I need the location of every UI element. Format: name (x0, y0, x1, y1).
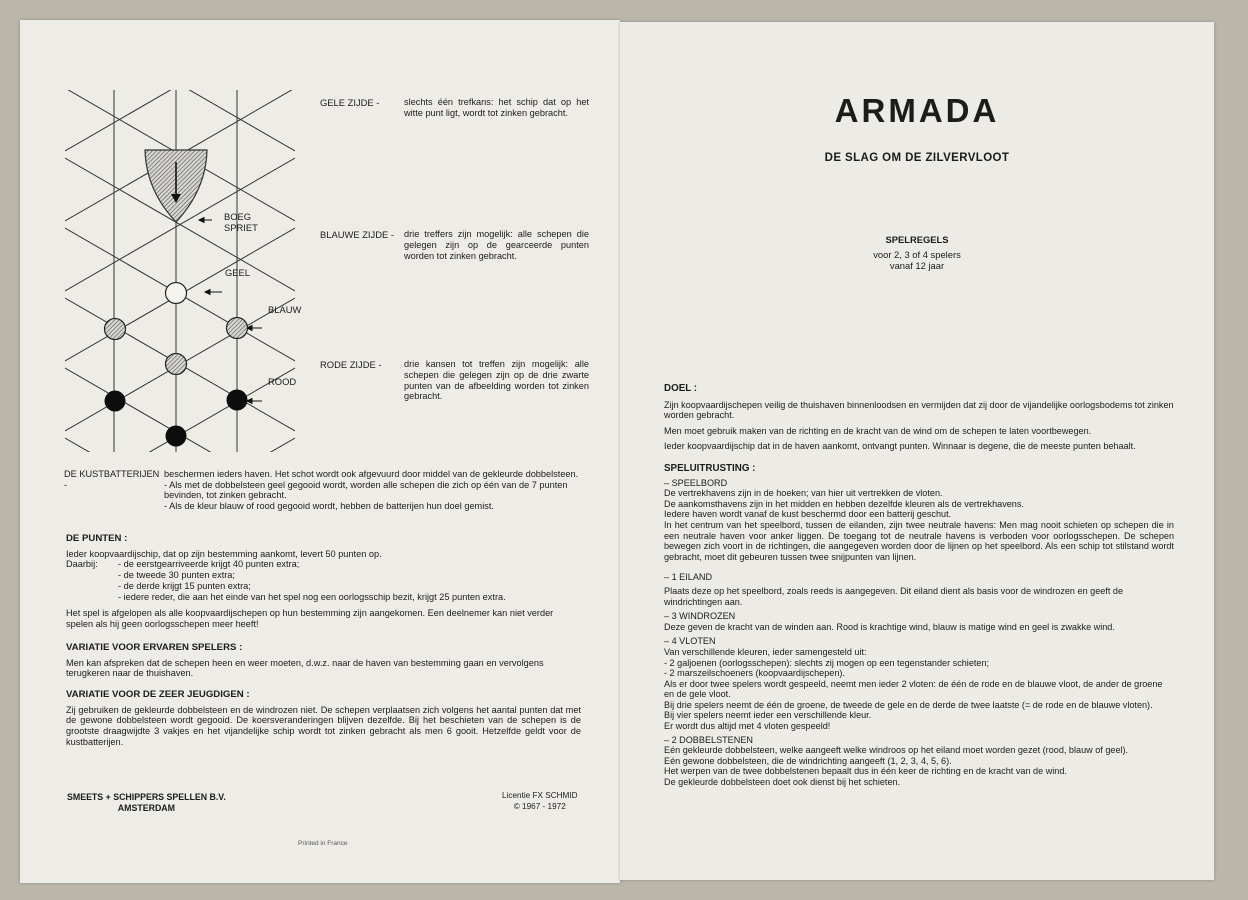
punten-item: - de tweede 30 punten extra; (118, 570, 235, 581)
game-subtitle: DE SLAG OM DE ZILVERVLOOT (824, 152, 1010, 164)
speelbord-line: De aankomsthavens zijn in het midden en hebben dezelfde kleuren als de vertrekhavens. (664, 498, 1024, 509)
vloten-line: Er wordt dus altijd met 4 vloten gespeeld! (664, 721, 831, 732)
blue-target-point (227, 318, 248, 339)
vloten-line: Van verschillende kleuren, ieder samengesteld uit: (664, 646, 867, 657)
doel-paragraph: Men moet gebruik maken van de richting en de kracht van de wind om de schepen te laten voortbewegen. (664, 425, 1092, 436)
blue-target-point (166, 354, 187, 375)
punten-daarbij: Daarbij: (66, 559, 98, 570)
jeugdigen-section (66, 690, 581, 748)
blauwe-zijde-text: drie treffers zijn mogelijk: alle schepen die gelegen zijn op de gearceerde punten worden tot zinken gebracht. (404, 229, 589, 261)
right-page (620, 22, 1214, 880)
dobbelstenen-line: De gekleurde dobbelsteen doet ook dienst bij het schieten. (664, 777, 901, 788)
rode-zijde-label: RODE ZIJDE - (320, 359, 382, 370)
blauw-label: BLAUW (268, 304, 302, 315)
blauwe-zijde-label: BLAUWE ZIJDE - (320, 229, 394, 240)
doel-section (664, 384, 1174, 452)
blue-target-point (105, 319, 126, 340)
game-title: ARMADA (834, 92, 1000, 129)
vloten-title: – 4 VLOTEN (664, 636, 716, 647)
printed-in: Printed in France (298, 840, 348, 847)
left-page (20, 20, 620, 883)
speelbord-title: – SPEELBORD (664, 477, 728, 488)
gele-zijde-label: GELE ZIJDE - (320, 97, 380, 108)
vloten-line: Bij drie spelers neemt de één de groene, de tweede de gele en de derde de twee laatste (= de rode en de blauwe vloten). (664, 699, 1153, 710)
speluitrusting-section (664, 464, 1174, 788)
kustbatterijen-line: beschermen ieders haven. Het schot wordt ook afgevuurd door middel van de gekleurde dobbelsteen. (164, 469, 579, 479)
speluitrusting-heading: SPELUITRUSTING : (664, 463, 756, 474)
red-target-point (105, 391, 126, 412)
ervaren-text: Men kan afspreken dat de schepen heen en weer moeten, d.w.z. naar de haven van bestemming gaan en vervolgens terugkeren naar de thuishaven. (66, 657, 544, 679)
windrozen-text: Deze geven de kracht van de winden aan. Rood is krachtige wind, blauw is matige wind en geel is zwakke wind. (664, 621, 1115, 632)
punten-intro: Ieder koopvaardijschip, dat op zijn bestemming aankomt, levert 50 punten op. (66, 548, 382, 559)
ervaren-heading: VARIATIE VOOR ERVAREN SPELERS : (66, 642, 243, 653)
dobbelstenen-line: Het werpen van de twee dobbelstenen bepaalt dus in één keer de richting en de kracht van de wind. (664, 766, 1067, 777)
geel-label: GEEL (225, 267, 251, 278)
speelbord-line: De vertrekhavens zijn in de hoeken; van hier uit vertrekken de vloten. (664, 488, 943, 499)
vloten-line: - 2 galjoenen (oorlogsschepen): slechts zij mogen op een tegenstander schieten; (664, 657, 990, 668)
spelregels-heading: SPELREGELS (885, 234, 949, 245)
punten-item: - de derde krijgt 15 punten extra; (118, 580, 251, 591)
kustbatterijen-line: - Als de kleur blauw of rood gegooid wordt, hebben de batterijen hun doel gemist. (164, 501, 494, 512)
boeg-spriet-label: BOEG SPRIET (224, 211, 258, 233)
punten-heading: DE PUNTEN : (66, 533, 128, 544)
punten-section (66, 534, 581, 630)
rode-zijde-text: drie kansen tot treffen zijn mogelijk: alle schepen die gelegen zijn op de drie zwarte punten van de afbeelding worden tot zinken gebracht. (404, 359, 589, 402)
yellow-target-point (166, 283, 187, 304)
firing-diagram (60, 90, 295, 452)
dobbelstenen-title: – 2 DOBBELSTENEN (664, 734, 753, 745)
publisher: SMEETS + SCHIPPERS SPELLEN B.V. AMSTERDAM (67, 792, 226, 813)
dobbelstenen-line: Eén gewone dobbelsteen, die de windrichting aangeeft (1, 2, 3, 4, 5, 6). (664, 755, 952, 766)
doel-paragraph: Ieder koopvaardijschip dat in de haven aankomt, ontvangt punten. Winnaar is degene, die de meeste punten behaalt. (664, 441, 1136, 452)
rood-label: ROOD (268, 376, 297, 387)
punten-item: - de eerstgearriveerde krijgt 40 punten extra; (118, 559, 300, 570)
eiland-title: – 1 EILAND (664, 572, 713, 583)
kustbatterijen-label: DE KUSTBATTERIJEN - (64, 469, 160, 490)
red-target-point (166, 426, 187, 447)
ship-icon (145, 134, 207, 222)
jeugdigen-heading: VARIATIE VOOR DE ZEER JEUGDIGEN : (66, 689, 250, 700)
kustbatterijen-line: - Als met de dobbelsteen geel gegooid wordt, worden alle schepen die zich op één van de 7 punten bevinden, tot zinken gebracht. (164, 479, 568, 501)
windrozen-title: – 3 WINDROZEN (664, 611, 736, 622)
doel-paragraph: Zijn koopvaardijschepen veilig de thuishaven binnenloodsen en vermijden dat zij door de vijandelijke oorlogsbodems tot zinken worden gebracht. (664, 399, 1174, 421)
kustbatterijen-section (64, 469, 584, 512)
age-range: vanaf 12 jaar (889, 260, 945, 271)
vloten-line: - 2 marszeilschoeners (koopvaardijschepen). (664, 668, 845, 679)
players-count: voor 2, 3 of 4 spelers (873, 249, 961, 260)
dobbelstenen-line: Eén gekleurde dobbelsteen, welke aangeeft welke windroos op het eiland moet worden gezet (rood, blauw of geel). (664, 745, 1129, 756)
licence: Licentie FX SCHMID © 1967 - 1972 (502, 791, 578, 811)
red-target-point (227, 390, 248, 411)
vloten-line: Als er door twee spelers wordt gespeeld, neemt men ieder 2 vloten: de één de rode en de blauwe vloot, de ander de groene en de gele vloot. (664, 678, 1163, 700)
vloten-line: Bij vier spelers neemt ieder een verschillende kleur. (664, 710, 872, 721)
doel-heading: DOEL : (664, 383, 698, 394)
ervaren-section (66, 643, 581, 679)
jeugdigen-text: Zij gebruiken de gekleurde dobbelsteen en de windrozen niet. De schepen verplaatsen zich volgens het aantal punten dat met de gewone dobbelsteen wordt gegooid. De koersveranderingen blijven dezelfde. Bij het beschieten van de schepen is de grootste draagwijdte 3 vakjes en het vijandelijke schip wordt tot zinken gebracht als men 6 gooit. Hetzelfde geldt voor de kustbatterijen. (66, 704, 581, 747)
gele-zijde-text: slechts één trefkans: het schip dat op het witte punt ligt, wordt tot zinken gebracht. (404, 97, 589, 118)
punten-item: - iedere reder, die aan het einde van het spel nog een oorlogsschip bezit, krijgt 25 punten extra. (118, 591, 506, 602)
eiland-text: Plaats deze op het speelbord, zoals reeds is aangegeven. Dit eiland dient als basis voor de windrozen en geeft de windrichtingen aan. (664, 585, 1124, 607)
speelbord-line: Iedere haven wordt vanaf de kust beschermd door een batterij geschut. (664, 509, 952, 520)
punten-end: Het spel is afgelopen als alle koopvaardijschepen op hun bestemming zijn aangekomen. Een deelnemer kan niet verder spelen als hij geen oorlogsschepen meer heeft! (66, 608, 554, 629)
grid-lines (60, 90, 295, 452)
speelbord-line: In het centrum van het speelbord, tussen de eilanden, zijn twee neutrale havens: Men mag nooit schieten op schepen die in een neutrale haven voor anker liggen. De toegang tot de neutrale havens is verboden voor oorlogsschepen. De schepen bewegen zich voort in de richtingen, die aangegeven worden door de lijnen op het speelbord. Als een schip tot stilstand wordt gebracht, moet dit gebeuren tussen twee snijpunten van lijnen. (664, 519, 1174, 562)
